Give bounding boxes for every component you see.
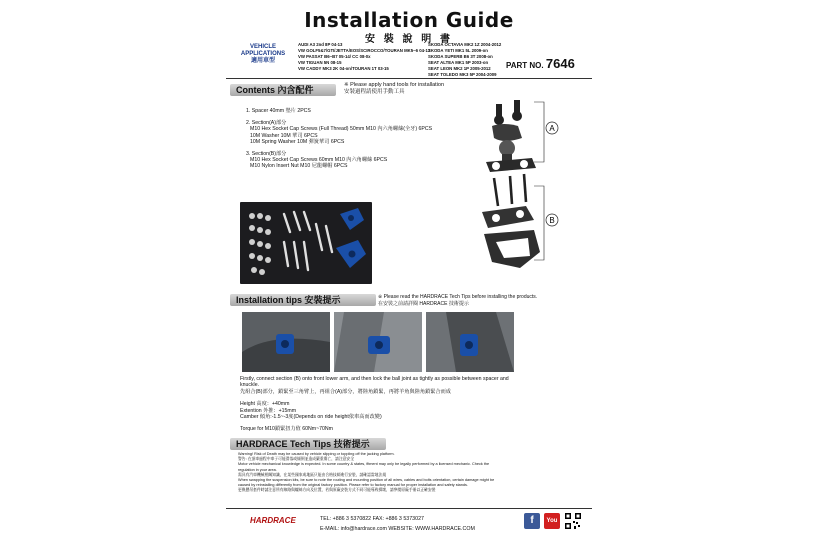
tip-photo-1-graphic (242, 312, 330, 372)
tip-line: Height 高度：+40mm (240, 401, 290, 408)
contents-heading: Contents 內含配件 (230, 84, 336, 96)
contents-note-en: ※ Please apply hand tools for installation (344, 82, 445, 88)
diagram-label-b: B (549, 216, 555, 225)
tip-line: Extention 外推：+15mm (240, 407, 297, 414)
warning-line: Warning! Risk of Death may be caused by vehicle slipping or toppling off the jacking platform. (238, 452, 395, 456)
vehicle-item: SEAT TOLEDO MK3 5P 2004-2009 (428, 72, 497, 77)
installation-tips-heading: Installation tips 安裝提示 (230, 294, 376, 306)
exploded-diagram (474, 92, 586, 286)
vehicle-item: VW GOLF5&7/GTI/JETTA/EOS/SCIROCCO/TOURAN MK5~6 04-13 (298, 48, 431, 53)
part-label: PART NO. (506, 61, 544, 70)
parts-photo-graphic (240, 202, 372, 284)
contact-email: E-MAIL: info@hardrace.com WEBSITE: WWW.HARDRACE.COM (320, 526, 475, 532)
content-line: 3. Section(B)部分 (246, 151, 287, 158)
vehicle-label-en: VEHICLE APPLICATIONS (240, 44, 286, 57)
vehicle-item: VW PASSAT B6~B7 05-14/ CC 08-0x (298, 54, 371, 59)
vehicle-item: SEAT LEON MK2 1P 2005-2012 (428, 66, 491, 71)
tip-photo-2 (334, 312, 422, 372)
contact-phone: TEL: +886 3 5370822 FAX: +886 3 5373027 (320, 516, 424, 522)
tips-note-en: ※ Please read the HARDRACE Tech Tips before installing the products. (378, 294, 538, 300)
qr-code-icon[interactable] (564, 512, 582, 530)
warning-line: 警告: 在頂車過程中車子可能滑落或傾倒並造成嚴重傷亡，請注意安全 (238, 457, 355, 462)
tips-note-cn: 在安裝之前請詳閱 HARDRACE 技術提示 (378, 300, 469, 307)
tip-line: Firstly, connect section (B) onto front lower arm, and then lock the ball joint as tightly as possible between spacer and (240, 376, 509, 382)
vehicle-item: SKODA SUPERB B6 3T 2008-on (428, 54, 493, 59)
vehicle-list-left (298, 42, 430, 72)
content-line: 10M Spring Washer 10M 彈簧華司 6PCS (250, 138, 345, 145)
vehicle-list-right (428, 42, 501, 78)
diagram-label-a: A (549, 124, 555, 133)
tip-photo-2-graphic (334, 312, 422, 372)
content-line: M10 Hex Socket Cap Screws 60mm M10 內六角螺絲 6PCS (250, 157, 388, 164)
vehicle-item: SEAT ALTEA MK1 5P 2003-on (428, 60, 489, 65)
tip-line: 先組合(B)部分，鎖緊至三角臂上，再組合(A)部分，將陸角鎖緊，再將羊角與陸角鎖緊合而成 (240, 388, 451, 395)
tech-tips-text (238, 452, 578, 494)
tips-text (240, 376, 509, 433)
content-line: 10M Washer 10M 華司 6PCS (250, 132, 318, 139)
vehicle-item: AUDI A3 2nd 8P 04-13 (298, 42, 343, 47)
youtube-icon[interactable]: You (544, 513, 560, 529)
content-line: 1. Spacer 40mm 墊片 2PCS (246, 108, 311, 114)
tip-line: knuckle. (240, 382, 260, 389)
page-title: Installation Guide (304, 8, 514, 32)
vehicle-label-cn: 適用車型 (250, 58, 275, 64)
content-line: M10 Nylon Insert Nut M10 尼龍螺帽 6PCS (250, 163, 348, 170)
parts-photo (240, 202, 372, 284)
tip-photo-1 (242, 312, 330, 372)
vehicle-applications-label (230, 44, 296, 65)
content-line: 2. Section(A)部分 (246, 120, 287, 127)
tip-photo-3-graphic (426, 312, 514, 372)
divider (226, 78, 592, 79)
vehicle-item: VW CADDY MK3 2K 04-on/TOURAN 1T 03-15 (298, 66, 389, 71)
contents-note-cn: 安裝過程請使用手動工具 (344, 88, 405, 95)
facebook-icon[interactable]: f (524, 513, 540, 529)
hardrace-logo: HARDRACE (250, 516, 296, 525)
vehicle-item: VW TIGUAN 5N 08-15 (298, 60, 342, 65)
part-number (506, 56, 575, 71)
footer-divider (226, 508, 592, 509)
warning-line: 需具有汽車機械相關知識，在某些國家或地區只能由合格技師進行安裝，請確認當地法規 (238, 472, 387, 477)
content-line: M10 Hex Socket Cap Screws (Full Thread) 50mm M10 內六角螺絲(全牙) 6PCS (250, 126, 433, 133)
tech-tips-heading: HARDRACE Tech Tips 技術提示 (230, 438, 386, 450)
contents-note (344, 82, 444, 95)
warning-line: When swapping the suspension kits, be sure to note the routing and mounting position of all wires, cables and bolts orientation, certain damage might be (238, 478, 495, 483)
part-number-value: 7646 (545, 56, 575, 71)
tip-photo-3 (426, 312, 514, 372)
vehicle-item: SKODA OCTAVIA MK2 1Z 2004-2012 (428, 42, 502, 47)
warning-line: 更換懸吊套件時請注意所有線路與螺絲方向及位置，若與原廠安裝方式不同可能導致損壞，請參閱原廠手冊以正確安裝 (238, 488, 436, 493)
tip-line: Torque for M10鎖緊扭力值 60Nm~70Nm (240, 426, 333, 433)
page-title-cn: 安 裝 說 明 書 (364, 34, 454, 45)
warning-line: regulation in your area. (238, 467, 277, 472)
tips-note (378, 294, 537, 307)
vehicle-item: SKODA YETI MK1 5L 2009-on (428, 48, 488, 53)
tip-line: Camber 傾角:-1.5~-3度(Depends on ride height依車高而改變) (240, 414, 382, 421)
warning-line: Motor vehicle mechanical knowledge is expected. In some country & states, fitment may only be legally performed by a licensed mechanic. Check the (238, 462, 490, 467)
contents-list (246, 108, 432, 170)
warning-line: caused by reinstalling differently from the original factory position. Please refer to factory manual for proper installation and safety stands. (238, 483, 468, 488)
installation-guide-sheet (226, 0, 592, 543)
